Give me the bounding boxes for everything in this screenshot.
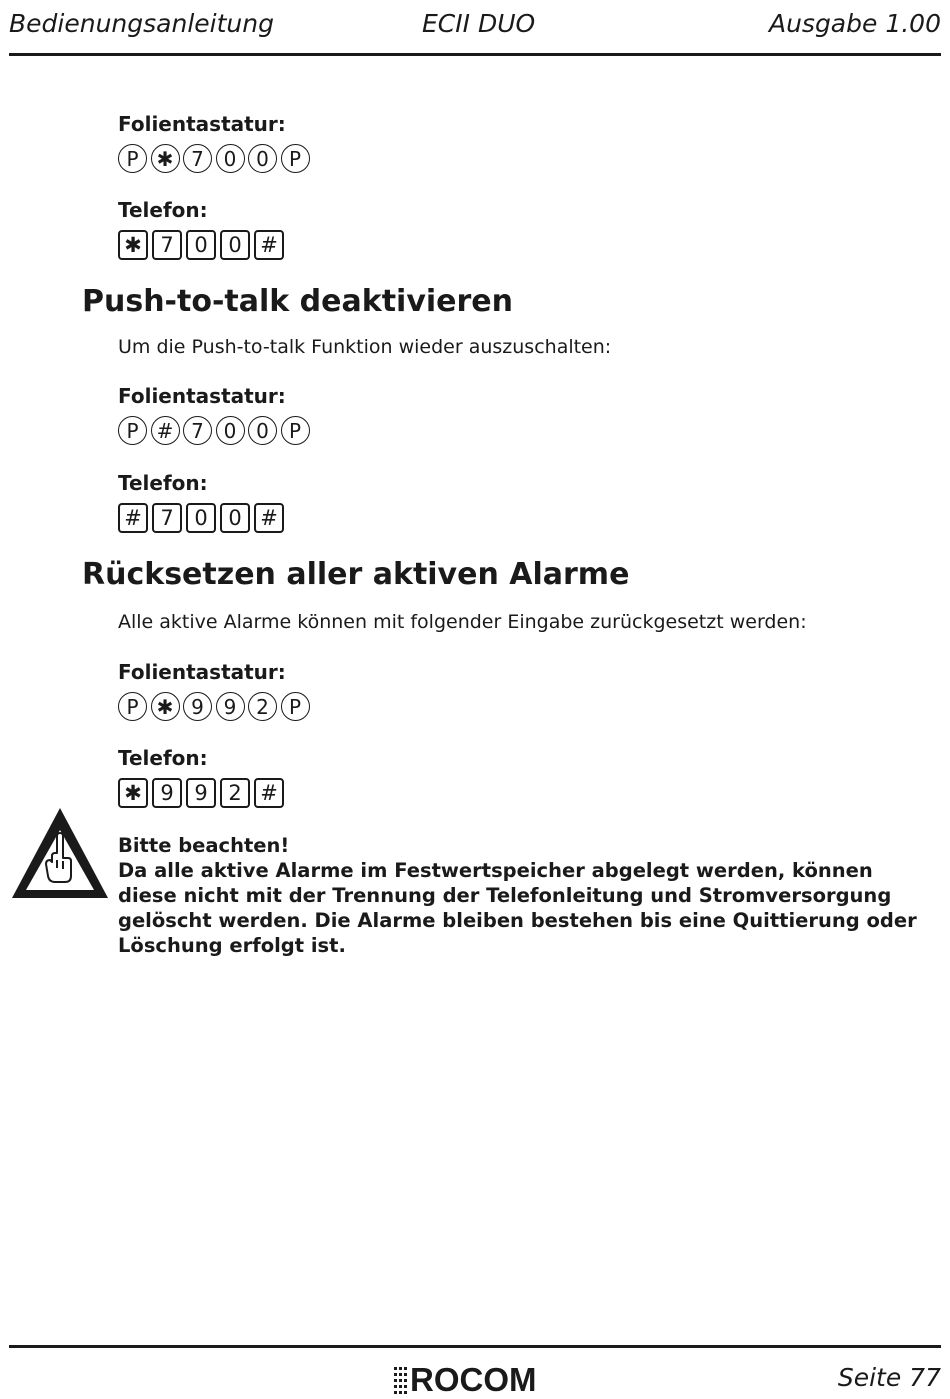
page-number: Seite 77	[837, 1363, 941, 1392]
warning-note-title: Bitte beachten!	[118, 834, 290, 857]
header-edition: Ausgabe 1.00	[768, 9, 941, 38]
folientastatur-key-sequence	[118, 144, 313, 174]
folientastatur-label: Folientastatur:	[118, 660, 286, 684]
telefon-key-sequence	[118, 230, 288, 260]
phone-key: 0	[186, 230, 216, 260]
phone-key: #	[254, 778, 284, 808]
phone-key: 2	[220, 778, 250, 808]
footer-rule	[9, 1345, 941, 1348]
warning-pointing-hand-icon	[10, 806, 110, 901]
phone-key: 7	[152, 503, 182, 533]
keypad-key: 0	[248, 416, 277, 445]
keypad-key: P	[281, 692, 310, 721]
keypad-key: 7	[183, 144, 212, 173]
telefon-key-sequence	[118, 778, 288, 808]
keypad-key: 7	[183, 416, 212, 445]
folientastatur-key-sequence	[118, 416, 313, 446]
keypad-key: 0	[216, 416, 245, 445]
section-intro-text: Alle aktive Alarme können mit folgender Eingabe zurückgesetzt werden:	[118, 611, 807, 633]
keypad-key: P	[118, 692, 147, 721]
keypad-key: 9	[216, 692, 245, 721]
phone-key: ✱	[118, 778, 148, 808]
folientastatur-label: Folientastatur:	[118, 112, 286, 136]
header-product-name: ECII DUO	[422, 9, 536, 38]
keypad-key: 0	[216, 144, 245, 173]
keypad-key: P	[281, 144, 310, 173]
rocom-logo	[394, 1362, 537, 1398]
keypad-key: #	[151, 416, 180, 445]
phone-key: #	[254, 230, 284, 260]
phone-key: ✱	[118, 230, 148, 260]
logo-mark-icon	[394, 1365, 410, 1395]
section-heading-push-to-talk: Push-to-talk deaktivieren	[82, 284, 514, 319]
keypad-key: P	[281, 416, 310, 445]
telefon-key-sequence	[118, 503, 288, 533]
phone-key: 0	[186, 503, 216, 533]
section-heading-reset-alarms: Rücksetzen aller aktiven Alarme	[82, 557, 630, 592]
keypad-key: P	[118, 144, 147, 173]
phone-key: 9	[152, 778, 182, 808]
keypad-key: 9	[183, 692, 212, 721]
keypad-key: 2	[248, 692, 277, 721]
warning-note-text: Da alle aktive Alarme im Festwertspeicher abgelegt werden, können diese nicht mit der Trennung der Telefonleitung und Stromversorgung gelöscht werden. Die Alarme bleiben bestehen bis eine Quittierung oder Löschung erfolgt ist.	[118, 859, 917, 957]
logo-wordmark: ROCOM	[410, 1361, 537, 1398]
section-intro-text: Um die Push-to-talk Funktion wieder auszuschalten:	[118, 336, 612, 358]
phone-key: 7	[152, 230, 182, 260]
header-rule	[9, 53, 941, 56]
folientastatur-key-sequence	[118, 692, 313, 722]
phone-key: 0	[220, 230, 250, 260]
header-manual-title: Bedienungsanleitung	[9, 9, 274, 38]
telefon-label: Telefon:	[118, 746, 208, 770]
keypad-key: 0	[248, 144, 277, 173]
keypad-key: ✱	[151, 144, 180, 173]
telefon-label: Telefon:	[118, 198, 208, 222]
folientastatur-label: Folientastatur:	[118, 384, 286, 408]
warning-note	[118, 833, 928, 958]
phone-key: #	[118, 503, 148, 533]
phone-key: #	[254, 503, 284, 533]
phone-key: 0	[220, 503, 250, 533]
telefon-label: Telefon:	[118, 471, 208, 495]
keypad-key: ✱	[151, 692, 180, 721]
keypad-key: P	[118, 416, 147, 445]
phone-key: 9	[186, 778, 216, 808]
